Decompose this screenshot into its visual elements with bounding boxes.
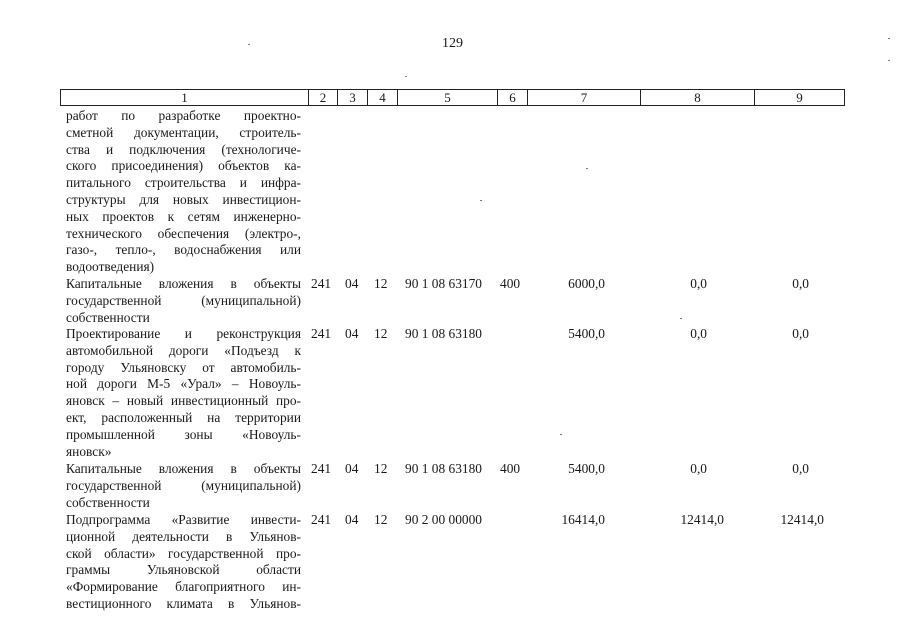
description-line: государственной (муниципальной)	[66, 477, 301, 493]
cell-target-article: 90 1 08 63180	[405, 326, 482, 341]
cell-ministry-code: 241	[311, 512, 332, 527]
cell-section: 04	[345, 276, 359, 291]
cell-amount-col8: 0,0	[690, 276, 707, 291]
description-line: автомобильной дороги «Подъезд к	[66, 342, 301, 358]
description-line: яновск – новый инвестиционный про-	[66, 393, 301, 409]
description-line: газо-, тепло-, водоснабжения или	[66, 242, 301, 258]
cell-subsection: 12	[374, 512, 388, 527]
scan-speck	[248, 44, 250, 45]
cell-amount-col7: 5400,0	[568, 326, 605, 341]
header-col-5: 5	[397, 89, 497, 106]
description-line: граммы Ульяновской области	[66, 562, 301, 578]
cell-ministry-code: 241	[311, 326, 332, 341]
scan-speck	[405, 76, 407, 77]
cell-subsection: 12	[374, 326, 388, 341]
description-line: ского присоединения) объектов ка-	[66, 158, 301, 174]
row-description	[66, 108, 301, 276]
cell-target-article: 90 1 08 63170	[405, 276, 482, 291]
page-number: 129	[442, 36, 463, 51]
cell-subsection: 12	[374, 461, 388, 476]
header-col-3: 3	[337, 89, 367, 106]
cell-amount-col8: 0,0	[690, 461, 707, 476]
scan-speck	[888, 38, 890, 39]
cell-section: 04	[345, 461, 359, 476]
description-line: Капитальные вложения в объекты	[66, 461, 301, 476]
description-line: вестиционного климата в Ульянов-	[66, 595, 301, 611]
cell-expense-type: 400	[500, 461, 521, 476]
cell-amount-col9: 12414,0	[780, 512, 824, 527]
description-line: государственной (муниципальной)	[66, 292, 301, 308]
cell-amount-col7: 16414,0	[561, 512, 605, 527]
description-line: Подпрограмма «Развитие инвести-	[66, 512, 301, 527]
description-line: промышленной зоны «Новоуль-	[66, 426, 301, 442]
cell-section: 04	[345, 326, 359, 341]
row-description	[66, 512, 301, 613]
scan-speck	[560, 434, 562, 435]
header-col-7: 7	[527, 89, 640, 106]
cell-amount-col9: 0,0	[792, 461, 809, 476]
description-line: «Формирование благоприятного ин-	[66, 579, 301, 595]
cell-ministry-code: 241	[311, 461, 332, 476]
description-line: ства и подключения (технологиче-	[66, 141, 301, 157]
row-description	[66, 461, 301, 511]
cell-target-article: 90 1 08 63180	[405, 461, 482, 476]
header-col-9: 9	[754, 89, 845, 106]
description-line: ской области» государственной про-	[66, 545, 301, 561]
row-description	[66, 326, 301, 460]
description-line: ект, расположенный на территории	[66, 409, 301, 425]
description-line: питального строительства и инфра-	[66, 175, 301, 191]
header-col-1: 1	[60, 89, 308, 106]
description-line: структуры для новых инвестицион-	[66, 191, 301, 207]
cell-target-article: 90 2 00 00000	[405, 512, 482, 527]
cell-ministry-code: 241	[311, 276, 332, 291]
description-line: Проектирование и реконструкция	[66, 326, 301, 341]
cell-amount-col8: 12414,0	[680, 512, 724, 527]
cell-expense-type: 400	[500, 276, 521, 291]
scan-speck	[480, 200, 482, 201]
description-line: ных проектов к сетям инженерно-	[66, 208, 301, 224]
scan-speck	[680, 318, 682, 319]
description-line: собственности	[66, 494, 150, 510]
description-line: водоотведения)	[66, 259, 155, 275]
cell-amount-col7: 5400,0	[568, 461, 605, 476]
description-line: ной дороги М-5 «Урал» – Новоуль-	[66, 376, 301, 392]
description-line: Капитальные вложения в объекты	[66, 276, 301, 291]
description-line: работ по разработке проектно-	[66, 108, 301, 123]
description-line: сметной документации, строитель-	[66, 124, 301, 140]
description-line: яновск»	[66, 443, 112, 459]
cell-amount-col9: 0,0	[792, 276, 809, 291]
header-col-8: 8	[640, 89, 754, 106]
cell-amount-col8: 0,0	[690, 326, 707, 341]
row-description	[66, 276, 301, 326]
description-line: ционной деятельности в Ульянов-	[66, 528, 301, 544]
description-line: собственности	[66, 309, 150, 325]
description-line: городу Ульяновску от автомобиль-	[66, 359, 301, 375]
scan-speck	[888, 60, 890, 61]
cell-amount-col9: 0,0	[792, 326, 809, 341]
cell-amount-col7: 6000,0	[568, 276, 605, 291]
header-col-2: 2	[308, 89, 337, 106]
scan-speck	[586, 168, 588, 169]
cell-subsection: 12	[374, 276, 388, 291]
cell-section: 04	[345, 512, 359, 527]
header-col-4: 4	[367, 89, 397, 106]
header-col-6: 6	[497, 89, 527, 106]
description-line: технического обеспечения (электро-,	[66, 225, 301, 241]
